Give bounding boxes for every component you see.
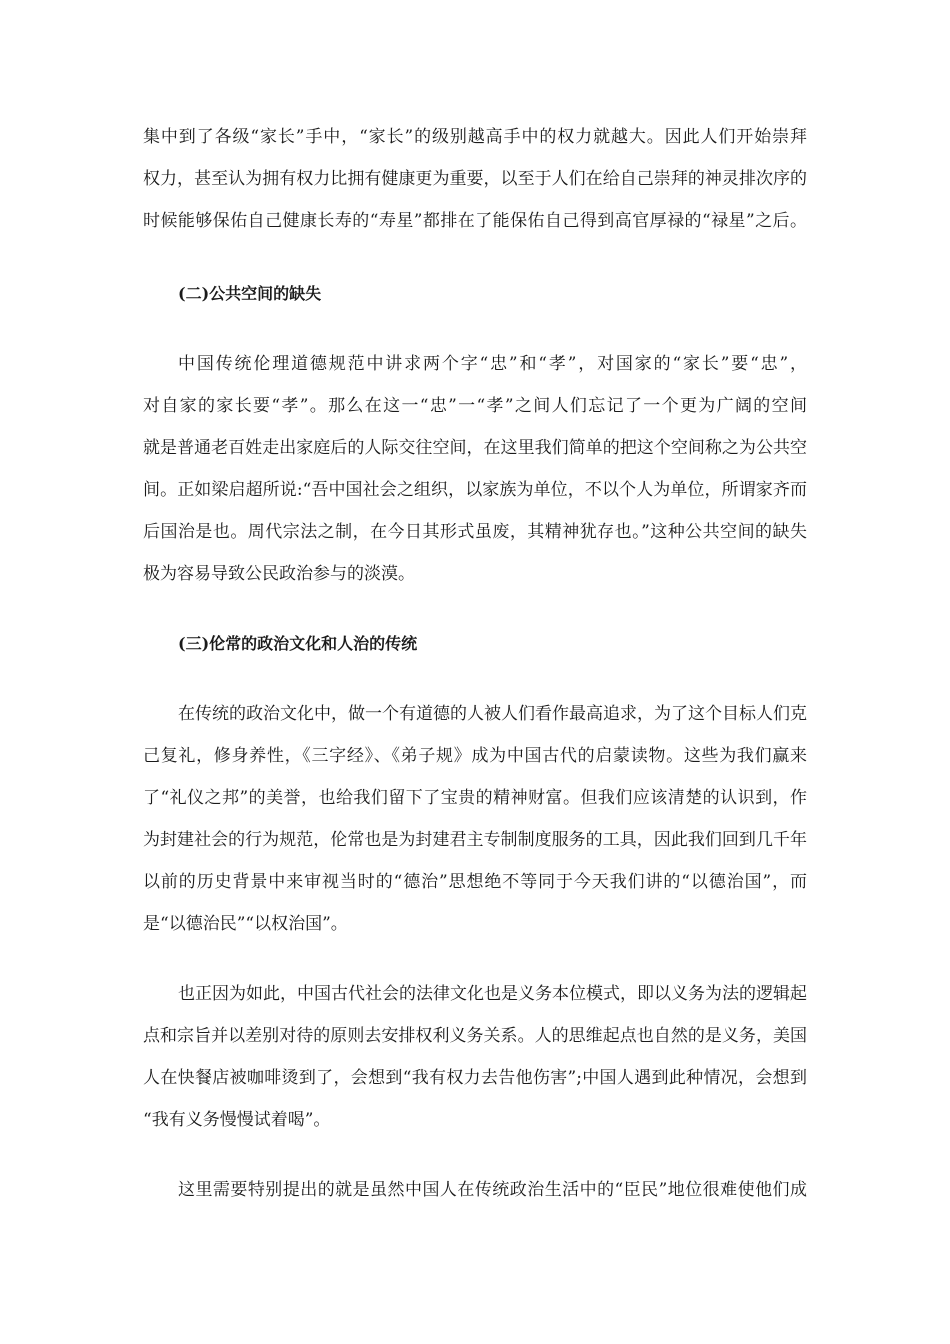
paragraph-line: 是“以德治民”“以权治国”。	[143, 914, 348, 934]
paragraph-line: 极为容易导致公民政治参与的淡漠。	[143, 564, 415, 584]
section-heading: (三)伦常的政治文化和人治的传统	[178, 634, 418, 653]
paragraph-line: “我有义务慢慢试着喝”。	[143, 1110, 331, 1130]
paragraph-line: 就是普通老百姓走出家庭后的人际交往空间，在这里我们简单的把这个空间称之为公共空	[143, 438, 807, 458]
paragraph-line: 也正因为如此，中国古代社会的法律文化也是义务本位模式，即以义务为法的逻辑起	[178, 984, 807, 1004]
paragraph-line: 人在快餐店被咖啡烫到了，会想到“我有权力去告他伤害”;中国人遇到此种情况，会想到	[143, 1068, 807, 1088]
paragraph-line: 中国传统伦理道德规范中讲求两个字“忠”和“孝”，对国家的“家长”要“忠”，	[178, 354, 807, 374]
paragraph-line: 后国治是也。周代宗法之制，在今日其形式虽废，其精神犹存也。”这种公共空间的缺失	[143, 522, 807, 542]
paragraph-line: 这里需要特别提出的就是虽然中国人在传统政治生活中的“臣民”地位很难使他们成	[178, 1180, 807, 1200]
paragraph-line: 对自家的家长要“孝”。那么在这一“忠”一“孝”之间人们忘记了一个更为广阔的空间	[143, 396, 807, 416]
paragraph-line: 为封建社会的行为规范，伦常也是为封建君主专制制度服务的工具，因此我们回到几千年	[143, 830, 807, 850]
paragraph-line: 时候能够保佑自己健康长寿的“寿星”都排在了能保佑自己得到高官厚禄的“禄星”之后。	[143, 211, 807, 231]
paragraph-line: 了“礼仪之邦”的美誉，也给我们留下了宝贵的精神财富。但我们应该清楚的认识到，作	[143, 788, 807, 808]
paragraph-line: 权力，甚至认为拥有权力比拥有健康更为重要，以至于人们在给自己崇拜的神灵排次序的	[143, 169, 807, 189]
paragraph-line: 己复礼，修身养性，《三字经》、《弟子规》成为中国古代的启蒙读物。这些为我们赢来	[143, 746, 807, 766]
paragraph-line: 在传统的政治文化中，做一个有道德的人被人们看作最高追求，为了这个目标人们克	[178, 704, 807, 724]
section-heading: (二)公共空间的缺失	[178, 284, 322, 303]
paragraph-line: 集中到了各级“家长”手中，“家长”的级别越高手中的权力就越大。因此人们开始崇拜	[143, 127, 807, 147]
paragraph-line: 点和宗旨并以差别对待的原则去安排权利义务关系。人的思维起点也自然的是义务，美国	[143, 1026, 807, 1046]
paragraph-line: 间。正如梁启超所说:“吾中国社会之组织，以家族为单位，不以个人为单位，所谓家齐而	[143, 480, 807, 500]
paragraph-line: 以前的历史背景中来审视当时的“德治”思想绝不等同于今天我们讲的“以德治国”，而	[143, 872, 807, 892]
